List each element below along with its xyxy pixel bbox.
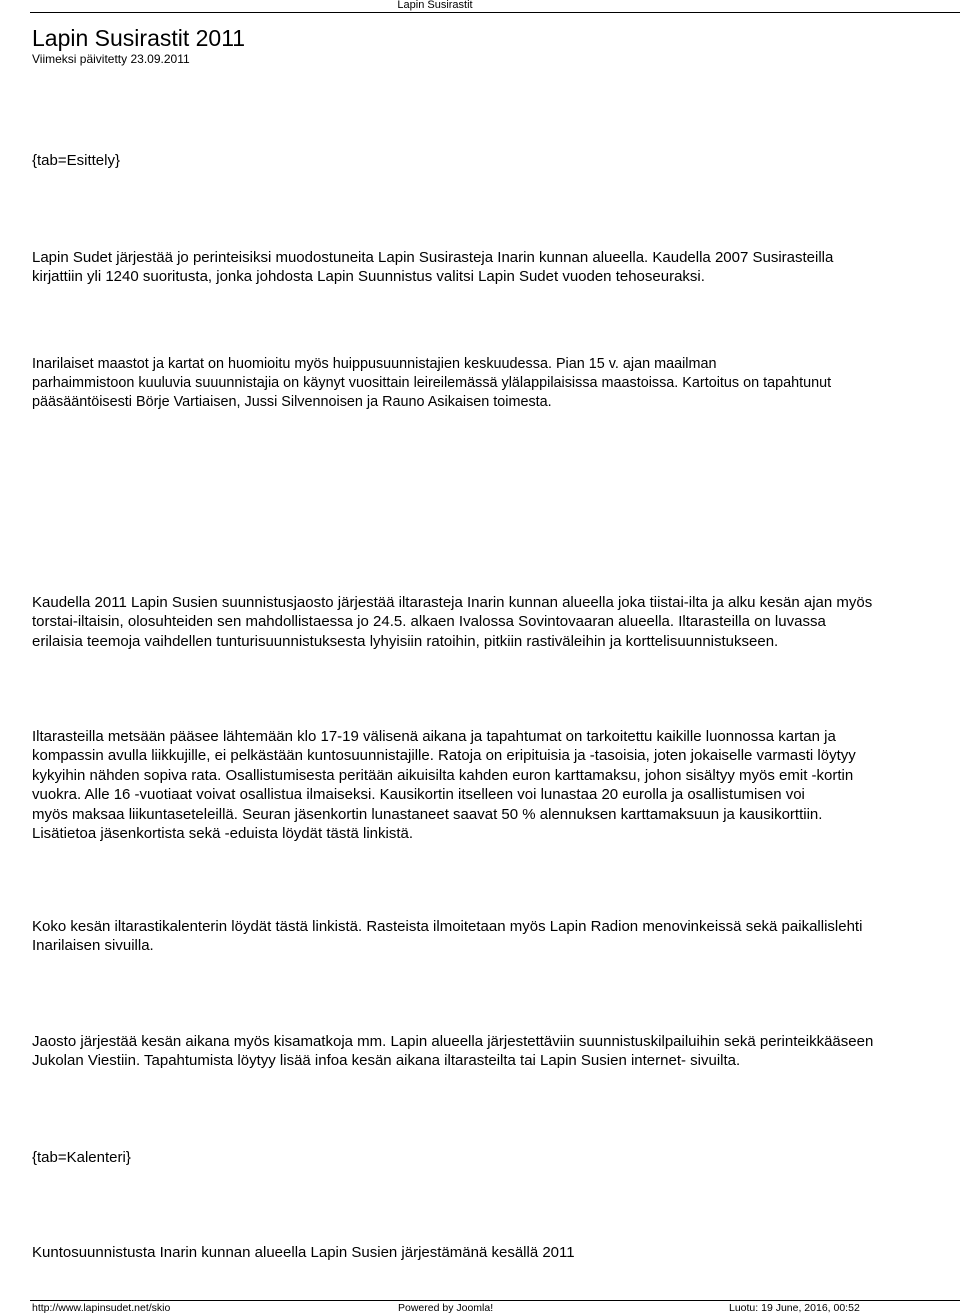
paragraph-intro bbox=[32, 248, 960, 287]
text-line: Jukolan Viestiin. Tapahtumista löytyy lisää infoa kesän aikana iltarasteilta tai Lapin Susien internet- sivuilta. bbox=[32, 1052, 741, 1070]
footer-created-date: Luotu: 19 June, 2016, 00:52 bbox=[729, 1302, 860, 1314]
article-title: Lapin Susirastit 2011 bbox=[32, 25, 246, 51]
paragraph-calendar-info bbox=[32, 917, 960, 956]
last-modified-date: Viimeksi päivitetty 23.09.2011 bbox=[32, 52, 190, 66]
text-line: pääsääntöisesti Börje Vartiaisen, Jussi Silvennoisen ja Rauno Asikaisen toimesta. bbox=[32, 394, 552, 410]
text-line: torstai-iltaisin, olosuhteiden sen mahdollistaessa jo 24.5. alkaen Ivalossa Sovintovaaran alueella. Iltarasteilla on luvassa bbox=[32, 613, 826, 631]
paragraph-terrain bbox=[32, 355, 960, 412]
footer-divider bbox=[30, 1300, 960, 1301]
text-line: Jaosto järjestää kesän aikana myös kisamatkoja mm. Lapin alueella järjestettäviin suunnistuskilpailuihin sekä perinteikkääseen bbox=[32, 1033, 874, 1050]
footer-url: http://www.lapinsudet.net/skio bbox=[32, 1302, 171, 1314]
paragraph-participation bbox=[32, 727, 960, 843]
text-line: Inarilaiset maastot ja kartat on huomioitu myös huippusuunnistajien keskuudessa. Pian 15 v. ajan maailman bbox=[32, 356, 717, 372]
text-line: myös maksaa liikuntaseteleillä. Seuran jäsenkortin lunastaneet saavat 50 % alennuksen karttamaksuun ja kausikorttiin. bbox=[32, 805, 823, 823]
text-line: Lapin Sudet järjestää jo perinteisiksi muodostuneita Lapin Susirasteja Inarin kunnan alueella. Kaudella 2007 Susirasteilla bbox=[32, 249, 834, 266]
text-line: vuokra. Alle 16 -vuotiaat voivat osallistua ilmaiseksi. Kausikortin itselleen voi lunastaa 20 eurolla ja osallistumisen voi bbox=[32, 786, 805, 804]
paragraph-season-2011 bbox=[32, 593, 960, 651]
paragraph-competition-trips bbox=[32, 1032, 960, 1071]
text-line: Koko kesän iltarastikalenterin löydät tästä linkistä. Rasteista ilmoitetaan myös Lapin Radion menovinkeissä sekä paikallislehti bbox=[32, 918, 863, 935]
tab-marker-kalenteri: {tab=Kalenteri} bbox=[32, 1149, 131, 1166]
text-line: Kaudella 2011 Lapin Susien suunnistusjaosto järjestää iltarasteja Inarin kunnan alueella joka tiistai-ilta ja alku kesän ajan myös bbox=[32, 594, 873, 611]
text-line: Iltarasteilla metsään pääsee lähtemään klo 17-19 välisenä aikana ja tapahtumat on tarkoitettu kaikille luonnossa kartan ja bbox=[32, 728, 836, 745]
text-line: Lisätietoa jäsenkortista sekä -eduista löydät tästä linkistä. bbox=[32, 825, 414, 843]
text-line: kirjattiin yli 1240 suoritusta, jonka johdosta Lapin Suunnistus valitsi Lapin Sudet vuoden tehoseuraksi. bbox=[32, 268, 705, 286]
header-divider bbox=[30, 12, 960, 13]
text-line: kykyihin nähden sopiva rata. Osallistumisesta peritään aikuisilta kahden euron karttamaksu, johon sisältyy myös emit -kortin bbox=[32, 766, 854, 784]
text-line: erilaisia teemoja vaihdellen tunturisuunnistuksesta lyhyisiin ratoihin, pitkiin rastiväleihin ja korttelisuunnistukseen. bbox=[32, 632, 779, 650]
text-line: parhaimmistoon kuuluvia suuunnistajia on käynyt vuosittain leireilemässä ylälappilaisissa maastoissa. Kartoitus on tapahtunut bbox=[32, 375, 832, 391]
footer-powered-by: Powered by Joomla! bbox=[398, 1302, 494, 1314]
text-line: Inarilaisen sivuilla. bbox=[32, 937, 154, 955]
paragraph-calendar-heading: Kuntosuunnistusta Inarin kunnan alueella Lapin Susien järjestämänä kesällä 2011 bbox=[32, 1244, 575, 1261]
site-header-title: Lapin Susirastit bbox=[397, 0, 473, 11]
tab-marker-esittely: {tab=Esittely} bbox=[32, 152, 120, 169]
text-line: kompassin avulla liikkujille, ei pelkästään kuntosuunnistajille. Ratoja on eripituisia ja -tasoisia, joten jokaiselle varmasti löytyy bbox=[32, 747, 856, 765]
